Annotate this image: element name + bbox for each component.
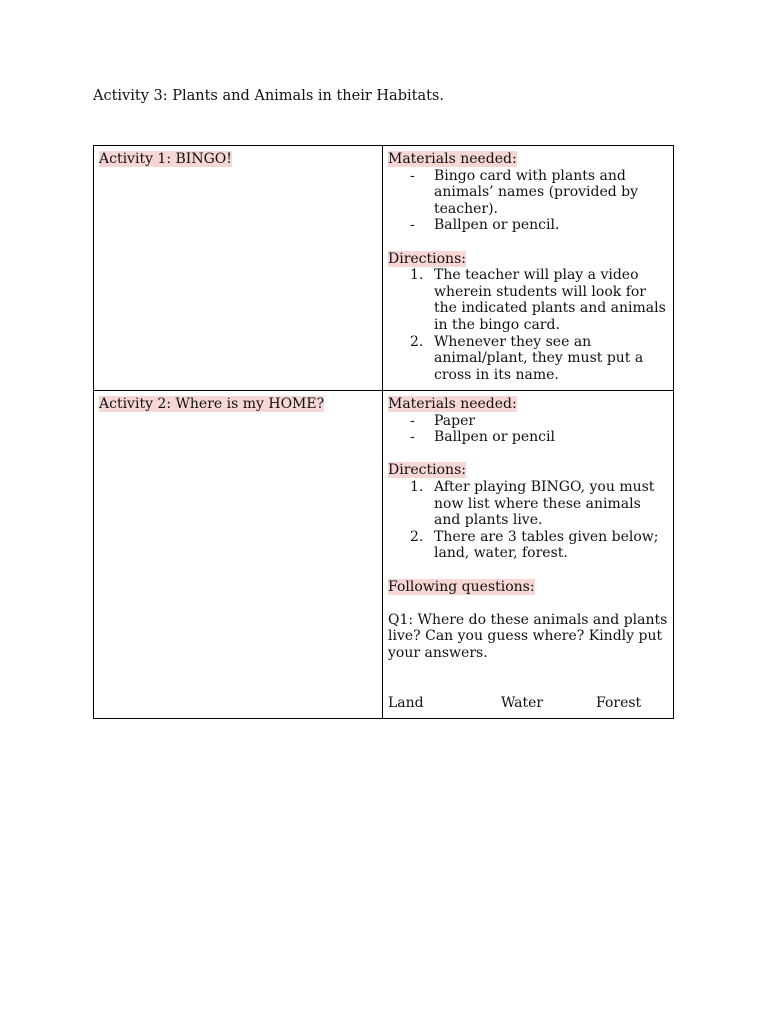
page-title: Activity 3: Plants and Animals in their Habitats. (93, 88, 444, 104)
spacer (388, 562, 668, 579)
spacer (388, 662, 668, 695)
spacer (388, 446, 668, 463)
list-item (388, 168, 668, 218)
material-text: Bingo card with plants and animals’ names (provided by teacher). (434, 167, 639, 217)
activity-1-title: Activity 1: BINGO! (99, 151, 232, 167)
activity-2-materials-list (388, 413, 668, 446)
table-row-activity-1 (94, 146, 674, 391)
question-text: Q1: Where do these animals and plants live? Can you guess where? Kindly put your answers. (388, 611, 668, 661)
list-item (388, 334, 668, 384)
direction-text: Whenever they see an animal/plant, they must put a cross in its name. (434, 333, 644, 383)
activity-1-materials-label: Materials needed: (388, 151, 517, 167)
activity-2-title-cell (94, 391, 383, 719)
material-text: Ballpen or pencil. (434, 217, 560, 234)
direction-text: There are 3 tables given below; land, water, forest. (434, 528, 659, 562)
activity-2-title: Activity 2: Where is my HOME? (99, 396, 325, 412)
number-marker: 1. (410, 478, 424, 495)
dash-marker: - (410, 412, 415, 429)
habitat-forest-label: Forest (596, 694, 642, 711)
habitat-water-label: Water (501, 694, 544, 711)
activity-2-materials-label: Materials needed: (388, 396, 517, 412)
spacer (388, 234, 668, 251)
number-marker: 2. (410, 333, 424, 350)
spacer (388, 595, 668, 612)
activity-table (93, 145, 674, 719)
direction-text: The teacher will play a video wherein students will look for the indicated plants and animals in the bingo card. (434, 267, 666, 333)
following-questions-label: Following questions: (388, 578, 535, 595)
dash-marker: - (410, 429, 415, 446)
dash-marker: - (410, 217, 415, 234)
dash-marker: - (410, 167, 415, 184)
list-item (388, 413, 668, 430)
habitat-headings (388, 695, 668, 712)
material-text: Ballpen or pencil (434, 429, 555, 446)
activity-2-details-cell (383, 391, 674, 719)
material-text: Paper (434, 412, 476, 429)
activity-1-materials-list (388, 168, 668, 234)
list-item (388, 429, 668, 446)
list-item (388, 217, 668, 234)
direction-text: After playing BINGO, you must now list where these animals and plants live. (434, 478, 655, 529)
activity-1-title-cell (94, 146, 383, 391)
table-row-activity-2 (94, 391, 674, 719)
activity-2-directions-label: Directions: (388, 462, 466, 479)
activity-1-details-cell (383, 146, 674, 391)
activity-1-directions-label: Directions: (388, 250, 466, 267)
list-item (388, 479, 668, 529)
activity-2-directions-list (388, 479, 668, 562)
list-item (388, 529, 668, 562)
number-marker: 2. (410, 528, 424, 545)
number-marker: 1. (410, 267, 424, 284)
habitat-land-label: Land (388, 694, 424, 711)
activity-1-directions-list (388, 267, 668, 383)
list-item (388, 267, 668, 333)
